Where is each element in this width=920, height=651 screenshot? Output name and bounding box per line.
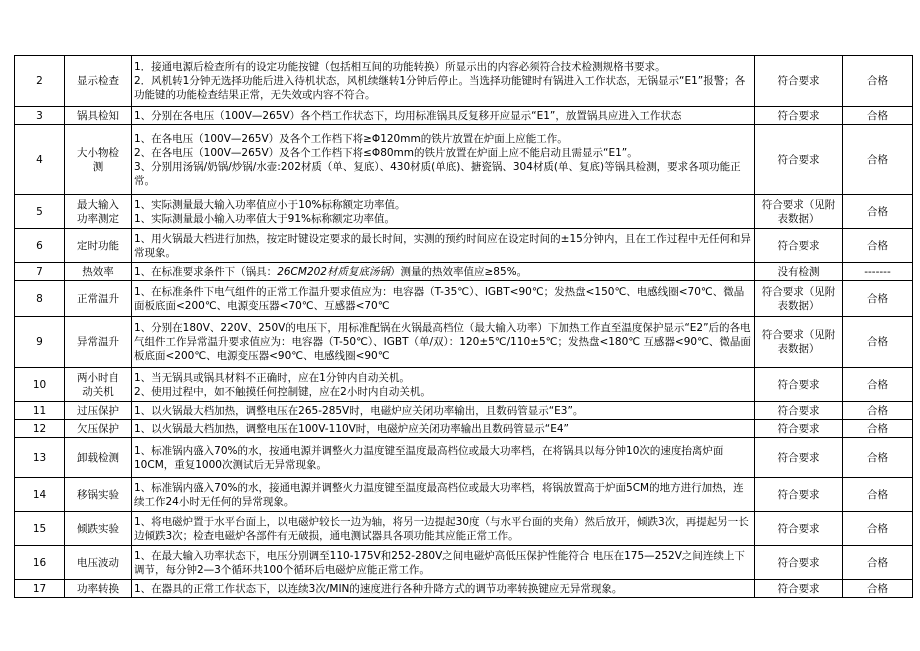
item-requirement: 1、标准锅内盛入70%的水，接通电源并调整火力温度键至温度最高档位或最大功率档，将锅放置高于炉面5CM的地方进行加热，连续工作24小时无任何的异常现象。 xyxy=(132,478,755,512)
item-number: 15 xyxy=(15,512,65,546)
item-requirement: 1．接通电源后检查所有的设定功能按键（包括相互间的功能转换）所显示出的内容必须符合技术检测规格书要求。 2．风机转1分钟无选择功能后进入待机状态，风机续继转1分钟后停止。当选择功能键时有锅进入工作状态，无锅显示“E1”报警；各功能键的功能检查结果正常，无失效或内容不符合。 xyxy=(132,56,755,107)
item-name: 最大输入 功率测定 xyxy=(65,195,132,229)
item-result: 符合要求（见附 表数据） xyxy=(755,317,843,368)
item-result: 符合要求 xyxy=(755,56,843,107)
item-result: 符合要求 xyxy=(755,107,843,125)
item-name: 异常温升 xyxy=(65,317,132,368)
item-conclusion: 合格 xyxy=(843,281,913,317)
item-number: 6 xyxy=(15,229,65,263)
item-conclusion: 合格 xyxy=(843,546,913,580)
item-result: 没有检测 xyxy=(755,263,843,281)
item-conclusion: 合格 xyxy=(843,56,913,107)
item-name: 大小物检 测 xyxy=(65,125,132,195)
item-number: 7 xyxy=(15,263,65,281)
item-number: 3 xyxy=(15,107,65,125)
item-conclusion: 合格 xyxy=(843,107,913,125)
item-number: 17 xyxy=(15,580,65,598)
item-conclusion: 合格 xyxy=(843,438,913,478)
item-name: 过压保护 xyxy=(65,402,132,420)
item-name: 热效率 xyxy=(65,263,132,281)
item-requirement: 1、分别在180V、220V、250V的电压下，用标准配锅在火锅最高档位（最大输入功率）下加热工作直至温度保护显示“E2”后的各电气组件工作异常温升要求值应为：电容器（T-50℃）、IGBT（单/双）：120±5℃/110±5℃；发热盘<180℃ 互感器<90℃、微晶面板底面<200℃、电源变压器<90℃、电感线圈<90℃ xyxy=(132,317,755,368)
item-requirement: 1、在标准条件下电气组件的正常工作温升要求值应为：电容器（T-35℃）、IGBT<90℃；发热盘<150℃、电感线圈<70℃、微晶面板底面<200℃、电源变压器<70℃、互感器<70℃ xyxy=(132,281,755,317)
requirement-text-end: ）测量的热效率值应≥85%。 xyxy=(389,265,528,278)
item-result: 符合要求 xyxy=(755,546,843,580)
cookware-spec: 26CM202材质复底汤锅 xyxy=(277,265,390,278)
item-name: 显示检查 xyxy=(65,56,132,107)
item-result: 符合要求 xyxy=(755,512,843,546)
item-name: 倾跌实验 xyxy=(65,512,132,546)
item-name: 欠压保护 xyxy=(65,420,132,438)
item-conclusion: 合格 xyxy=(843,580,913,598)
item-number: 2 xyxy=(15,56,65,107)
item-requirement: 1、以火锅最大档加热，调整电压在265-285V时，电磁炉应关闭功率输出，且数码管显示“E3”。 xyxy=(132,402,755,420)
item-number: 5 xyxy=(15,195,65,229)
item-name: 电压波动 xyxy=(65,546,132,580)
item-name: 移锅实验 xyxy=(65,478,132,512)
item-name: 正常温升 xyxy=(65,281,132,317)
item-result: 符合要求 xyxy=(755,125,843,195)
table-row xyxy=(15,368,913,402)
item-number: 16 xyxy=(15,546,65,580)
item-name: 两小时自 动关机 xyxy=(65,368,132,402)
item-number: 14 xyxy=(15,478,65,512)
item-name: 锅具检知 xyxy=(65,107,132,125)
item-requirement: 1、标准锅内盛入70%的水，按通电源并调整火力温度键至温度最高档位或最大功率档，在将锅具以每分钟10次的速度抬离炉面10CM，重复1000次测试后无异常现象。 xyxy=(132,438,755,478)
item-conclusion: 合格 xyxy=(843,229,913,263)
item-requirement: 1、用火锅最大档进行加热，按定时键设定要求的最长时间，实测的预约时间应在设定时间的±15分钟内，且在工作过程中无任何和异常现象。 xyxy=(132,229,755,263)
item-number: 4 xyxy=(15,125,65,195)
item-conclusion: 合格 xyxy=(843,478,913,512)
table-row xyxy=(15,420,913,438)
table-row xyxy=(15,402,913,420)
item-result: 符合要求 xyxy=(755,368,843,402)
item-requirement: 1、将电磁炉置于水平台面上，以电磁炉较长一边为轴，将另一边提起30度（与水平台面的夹角）然后放开，倾跌3次，再提起另一长边倾跌3次；检查电磁炉各部件有无破损，通电测试器具各项功能其应能正常工作。 xyxy=(132,512,755,546)
table-row xyxy=(15,195,913,229)
item-conclusion: 合格 xyxy=(843,368,913,402)
table-row xyxy=(15,263,913,281)
item-requirement xyxy=(132,263,755,281)
item-requirement: 1、在最大输入功率状态下，电压分别调至110-175V和252-280V之间电磁炉高低压保护性能符合 电压在175—252V之间连续上下调节，每分钟2—3个循环共100个循环后电磁炉应能正常工作。 xyxy=(132,546,755,580)
table-row xyxy=(15,317,913,368)
item-name: 定时功能 xyxy=(65,229,132,263)
item-name: 卸载检测 xyxy=(65,438,132,478)
inspection-table xyxy=(14,55,913,598)
item-conclusion: 合格 xyxy=(843,420,913,438)
item-number: 12 xyxy=(15,420,65,438)
item-name: 功率转换 xyxy=(65,580,132,598)
item-conclusion: 合格 xyxy=(843,402,913,420)
item-result: 符合要求 xyxy=(755,580,843,598)
table-row xyxy=(15,281,913,317)
table-row xyxy=(15,56,913,107)
table-row xyxy=(15,107,913,125)
item-conclusion: 合格 xyxy=(843,512,913,546)
item-conclusion: 合格 xyxy=(843,195,913,229)
table-row xyxy=(15,512,913,546)
item-result: 符合要求（见附 表数据） xyxy=(755,195,843,229)
table-row xyxy=(15,546,913,580)
item-conclusion: ------- xyxy=(843,263,913,281)
item-requirement: 1、在各电压（100V—265V）及各个工作档下将≥Φ120mm的铁片放置在炉面上应能工作。 2、在各电压（100V—265V）及各个工作档下将≤Φ80mm的铁片放置在炉面上应不能启动且需显示“E1”。 3、分别用汤锅/奶锅/炒锅/水壶:202材质（单、复底）、430材质(单底)、搪瓷锅、304材质(单、复底)等锅具检测，要求各项功能正常。 xyxy=(132,125,755,195)
item-number: 11 xyxy=(15,402,65,420)
requirement-text-start: 1、在标准要求条件下（锅具： xyxy=(134,265,278,278)
table-row xyxy=(15,438,913,478)
item-requirement: 1、实际测量最大输入功率值应小于10%标称额定功率值。 1、实际测量最小输入功率值大于91%标称额定功率值。 xyxy=(132,195,755,229)
item-result: 符合要求 xyxy=(755,438,843,478)
table-row xyxy=(15,580,913,598)
item-number: 13 xyxy=(15,438,65,478)
table-row xyxy=(15,125,913,195)
item-number: 10 xyxy=(15,368,65,402)
item-requirement: 1、分别在各电压（100V—265V）各个档工作状态下，均用标准锅具反复移开应显示“E1”，放置锅具应进入工作状态 xyxy=(132,107,755,125)
item-requirement: 1、当无锅具或锅具材料不正确时，应在1分钟内自动关机。 2、使用过程中，如不触摸任何控制键，应在2小时内自动关机。 xyxy=(132,368,755,402)
item-number: 9 xyxy=(15,317,65,368)
item-result: 符合要求 xyxy=(755,420,843,438)
item-result: 符合要求 xyxy=(755,402,843,420)
item-result: 符合要求 xyxy=(755,478,843,512)
item-number: 8 xyxy=(15,281,65,317)
item-result: 符合要求（见附 表数据） xyxy=(755,281,843,317)
item-result: 符合要求 xyxy=(755,229,843,263)
table-row xyxy=(15,229,913,263)
item-requirement: 1、以火锅最大档加热，调整电压在100V-110V时，电磁炉应关闭功率输出且数码管显示“E4” xyxy=(132,420,755,438)
table-row xyxy=(15,478,913,512)
item-conclusion: 合格 xyxy=(843,317,913,368)
item-requirement: 1、在器具的正常工作状态下，以连续3次/MIN的速度进行各种升降方式的调节功率转换键应无异常现象。 xyxy=(132,580,755,598)
item-conclusion: 合格 xyxy=(843,125,913,195)
